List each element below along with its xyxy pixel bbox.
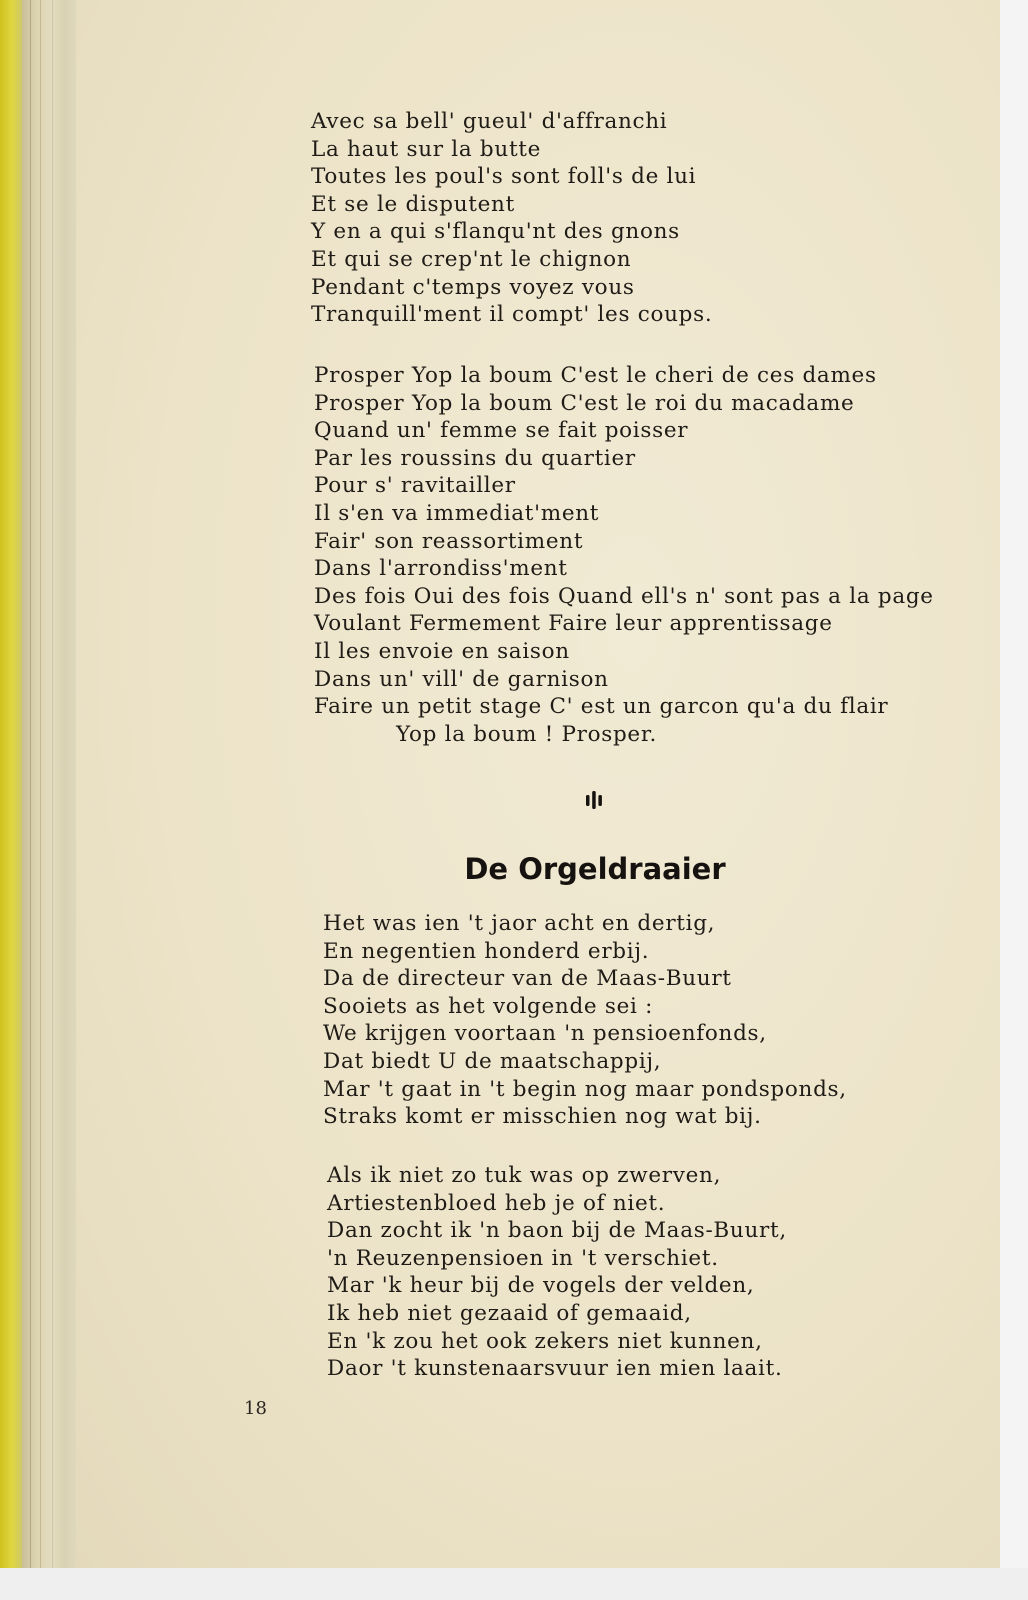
verse-line: En 'k zou het ook zekers niet kunnen, bbox=[327, 1328, 763, 1354]
verse-line: Dat biedt U de maatschappij, bbox=[323, 1048, 662, 1074]
verse-line: Voulant Fermement Faire leur apprentissage bbox=[314, 611, 833, 637]
verse-line: Sooiets as het volgende sei : bbox=[323, 993, 654, 1019]
verse-line: Pour s' ravitailler bbox=[314, 473, 516, 499]
verse-line: En negentien honderd erbij. bbox=[323, 938, 650, 964]
page-number: 18 bbox=[244, 1398, 267, 1419]
verse-line: Dans un' vill' de garnison bbox=[314, 666, 609, 692]
verse-line: Als ik niet zo tuk was op zwerven, bbox=[327, 1163, 722, 1188]
verse-line: 'n Reuzenpensioen in 't verschiet. bbox=[327, 1245, 719, 1271]
french-stanza-1 bbox=[311, 108, 712, 329]
verse-line: Prosper Yop la boum C'est le cheri de ces dames bbox=[314, 363, 877, 388]
three-bars-ornament-icon bbox=[583, 789, 605, 811]
scan-right-margin bbox=[1000, 0, 1028, 1600]
refrain-line: Yop la boum ! Prosper. bbox=[396, 721, 658, 747]
verse-line: Da de directeur van de Maas-Buurt bbox=[323, 966, 732, 992]
verse-line: Prosper Yop la boum C'est le roi du macadame bbox=[314, 390, 855, 416]
scan-bottom-margin bbox=[0, 1568, 1028, 1600]
song-title: De Orgeldraaier bbox=[464, 852, 726, 886]
verse-line: Toutes les poul's sont foll's de lui bbox=[311, 164, 697, 190]
verse-line: Fair' son reassortiment bbox=[314, 528, 584, 554]
verse-line: Par les roussins du quartier bbox=[314, 445, 636, 471]
verse-line: Dans l'arrondiss'ment bbox=[314, 556, 568, 582]
verse-line: Daor 't kunstenaarsvuur ien mien laait. bbox=[327, 1356, 783, 1382]
verse-line: Des fois Oui des fois Quand ell's n' sont pas a la page bbox=[314, 583, 934, 609]
verse-line: Artiestenbloed heb je of niet. bbox=[327, 1190, 666, 1216]
verse-line: Quand un' femme se fait poisser bbox=[314, 418, 689, 444]
verse-line: We krijgen voortaan 'n pensioenfonds, bbox=[323, 1021, 767, 1047]
verse-line: Y en a qui s'flanqu'nt des gnons bbox=[311, 219, 680, 245]
verse-line: Faire un petit stage C' est un garcon qu'a du flair bbox=[314, 694, 889, 720]
dutch-stanza-1 bbox=[323, 910, 847, 1131]
verse-line: Tranquill'ment il compt' les coups. bbox=[311, 302, 713, 328]
verse-line: Il les envoie en saison bbox=[314, 638, 570, 664]
verse-line: Mar 'k heur bij de vogels der velden, bbox=[327, 1273, 755, 1299]
page-edges bbox=[22, 0, 82, 1600]
verse-line: La haut sur la butte bbox=[311, 136, 542, 162]
verse-line: Ik heb niet gezaaid of gemaaid, bbox=[327, 1300, 692, 1326]
verse-line: Straks komt er misschien nog wat bij. bbox=[323, 1104, 762, 1130]
verse-line: Dan zocht ik 'n baon bij de Maas-Buurt, bbox=[327, 1218, 787, 1244]
verse-line: Het was ien 't jaor acht en dertig, bbox=[323, 911, 716, 936]
verse-line: Mar 't gaat in 't begin nog maar pondsponds, bbox=[323, 1076, 847, 1102]
verse-line: Avec sa bell' gueul' d'affranchi bbox=[311, 109, 668, 134]
yellow-cover-edge bbox=[0, 0, 22, 1600]
verse-line: Et qui se crep'nt le chignon bbox=[311, 246, 632, 272]
dutch-stanza-2 bbox=[327, 1162, 787, 1383]
verse-line: Pendant c'temps voyez vous bbox=[311, 274, 635, 300]
verse-line: Et se le disputent bbox=[311, 191, 515, 217]
verse-line: Il s'en va immediat'ment bbox=[314, 500, 600, 526]
french-stanza-2 bbox=[314, 362, 934, 748]
